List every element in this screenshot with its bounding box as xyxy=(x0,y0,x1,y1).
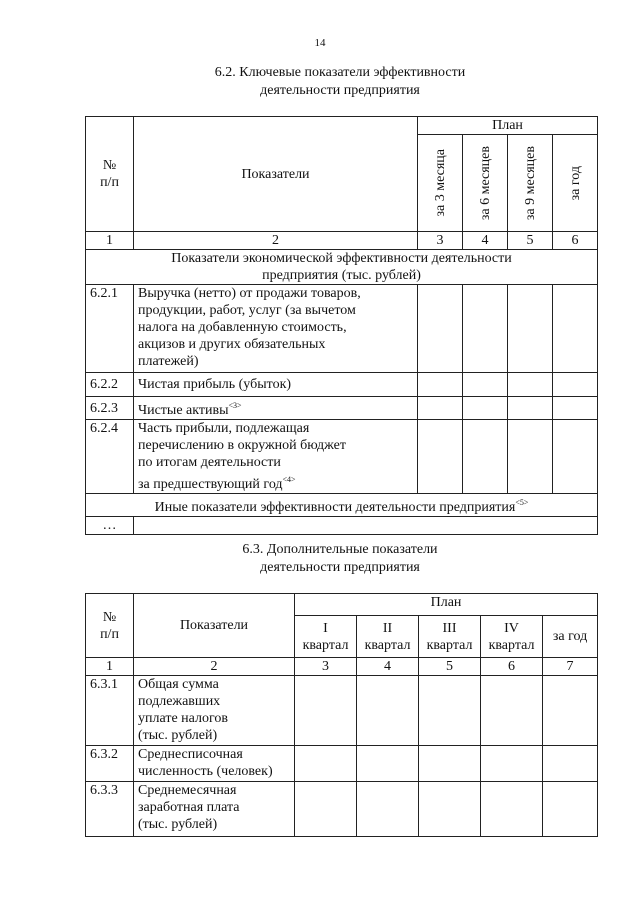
header-period-6m: за 6 месяцев xyxy=(463,135,508,232)
footnote-ref: <5> xyxy=(515,498,529,507)
page-number: 14 xyxy=(314,37,326,49)
table-row: 6.3.1 Общая сумма подлежавших уплате налогов (тыс. рублей) xyxy=(86,676,598,746)
table-6-2 xyxy=(85,116,598,535)
table-row: 6.2.3 Чистые активы$^{<3>}$ xyxy=(86,397,598,420)
header-period-year: за год xyxy=(553,135,598,232)
section-6-2-title: 6.2. Ключевые показатели эффективности деятельности предприятия xyxy=(214,65,466,98)
header-num: № п/п xyxy=(86,594,134,658)
header-year: за год xyxy=(543,616,598,658)
table-row: 6.2.2 Чистая прибыль (убыток) xyxy=(86,373,598,397)
table-row: 6.3.2 Среднесписочная численность (человек) xyxy=(86,746,598,782)
header-plan: План xyxy=(418,117,598,135)
header-plan: План xyxy=(295,594,598,616)
header-num: № п/п xyxy=(86,117,134,232)
table-row: 6.2.1 Выручка (нетто) от продажи товаров, продукции, работ, услуг (за вычетом налога на добавленную стоимость, акцизов и других обязательных платежей) xyxy=(86,285,598,373)
section-6-3-title: 6.3. Дополнительные показатели деятельности предприятия xyxy=(242,542,438,575)
header-period-9m: за 9 месяцев xyxy=(508,135,553,232)
table-6-3 xyxy=(85,593,598,837)
column-numbers-row: 1 2 3 4 5 6 7 xyxy=(86,658,598,676)
header-indicators: Показатели xyxy=(134,594,295,658)
header-indicators: Показатели xyxy=(134,117,418,232)
header-quarter-2: II квартал xyxy=(357,616,419,658)
group-economic-efficiency: Показатели экономической эффективности деятельности предприятия (тыс. рублей) xyxy=(86,250,598,285)
header-period-3m: за 3 месяца xyxy=(418,135,463,232)
table-row: … xyxy=(86,517,598,535)
header-quarter-1: I квартал xyxy=(295,616,357,658)
group-other-indicators: Иные показатели эффективности деятельности предприятия$^{<5>}$ xyxy=(86,494,598,517)
column-numbers-row: 1 2 3 4 5 6 xyxy=(86,232,598,250)
header-quarter-3: III квартал xyxy=(419,616,481,658)
footnote-ref: <3> xyxy=(228,401,242,410)
table-row: 6.3.3 Среднемесячная заработная плата (тыс. рублей) xyxy=(86,782,598,837)
header-quarter-4: IV квартал xyxy=(481,616,543,658)
footnote-ref: <4> xyxy=(282,475,296,484)
table-row: 6.2.4 Часть прибыли, подлежащая перечислению в окружной бюджет по итогам деятельности за предшествующий год$^{<4>}$ xyxy=(86,420,598,494)
